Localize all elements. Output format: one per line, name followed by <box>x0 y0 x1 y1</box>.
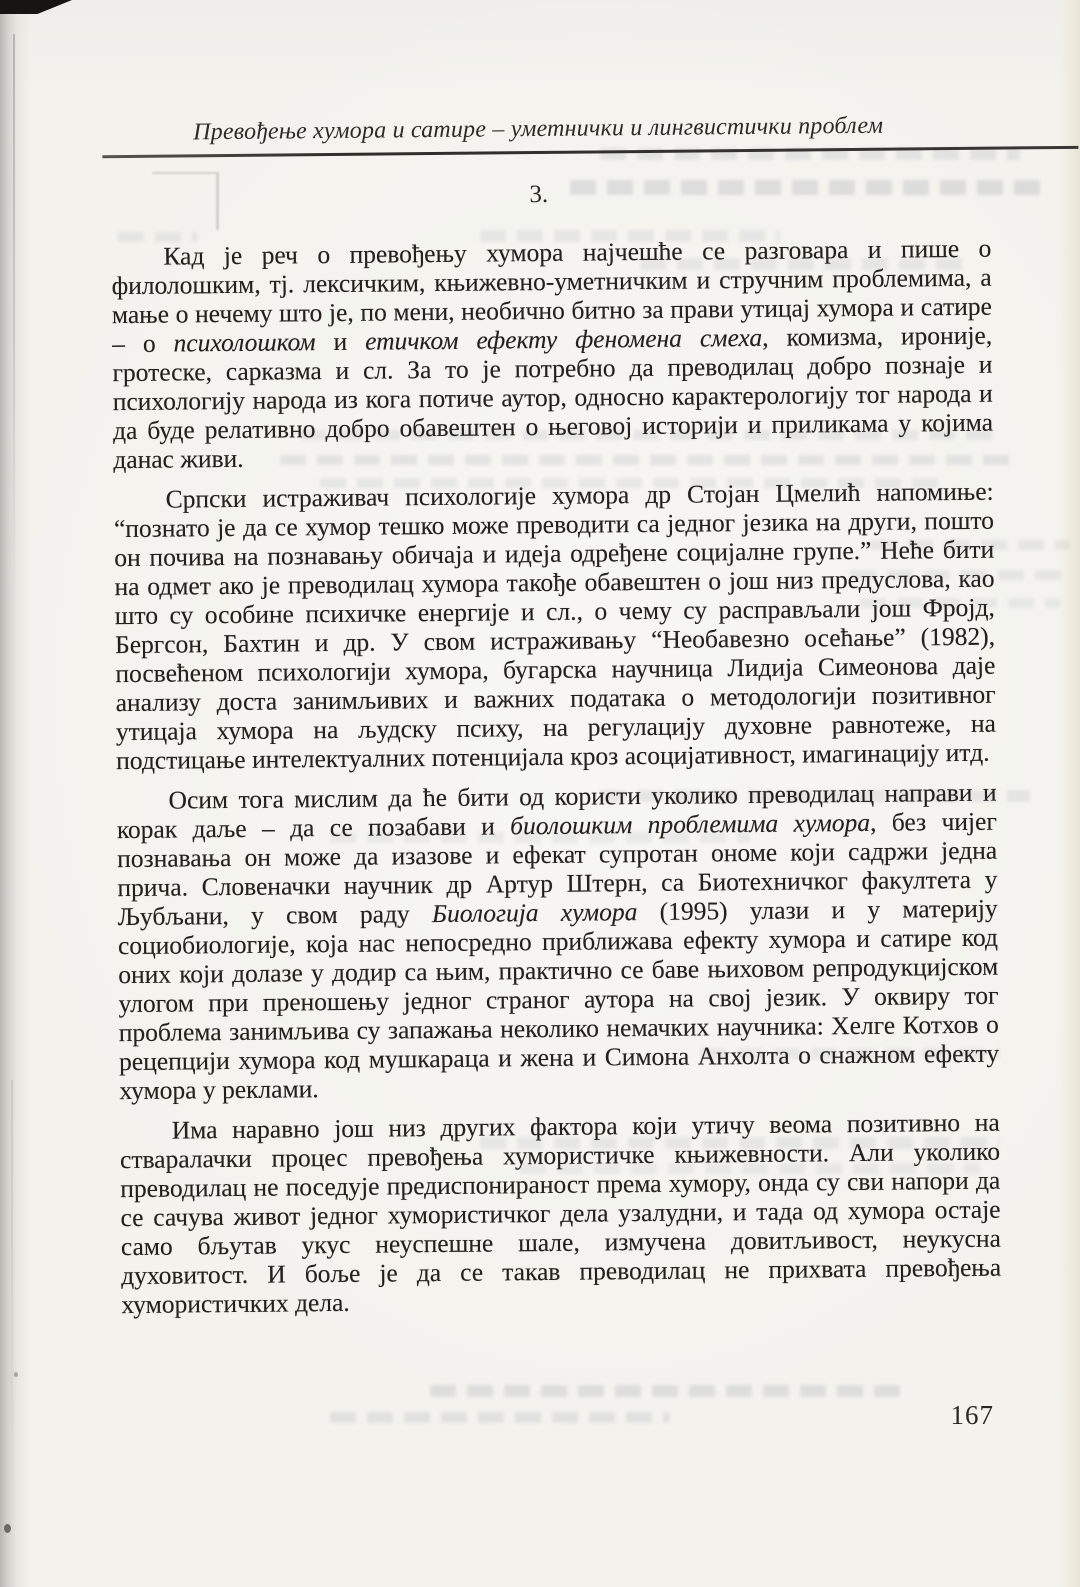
italic-phrase: етичком ефекту феномена смеха <box>365 322 763 356</box>
paragraph <box>111 234 993 474</box>
text-run: и <box>315 326 366 357</box>
text-run: Осим тога мислим да ће бити од користи уколико преводилац направи и корак даље – да се позабави и <box>116 777 997 845</box>
paragraph <box>116 778 999 1105</box>
scan-speck <box>14 1372 18 1377</box>
bleed-through-artifact <box>430 1385 900 1397</box>
text-run: , комизма, ироније, гротеске, сарказма и сл. За то је потребно да преводилац добро познаје и психологију народа из кога потиче аутор, односно карактерологију тог народа и да буде релативно добро обавештен о његовој историји и приликама у којима данас живи. <box>112 320 994 475</box>
italic-phrase: Биологија хумора <box>431 897 638 929</box>
text-run: Има наравно још низ других фактора који утичу веома позитивно на стваралачки процес превођења хумористичке књижевности. Али уколико преводилац не поседује предиспонираност према хумору, онда су сви напори да се сачува живот једног хумористичког дела узалудни, и тада од хумора остаје само бљутав укус неуспешне шале, измучена довитљивост, неукусна духовитост. И боље је да се такав преводилац не прихвата превођења хумористичких дела. <box>119 1107 1002 1320</box>
running-header-title: Превођење хумора и сатире – уметнички и лингвистички проблем <box>193 112 884 146</box>
paragraph <box>120 1108 1002 1319</box>
text-run: Кад је реч о превођењу хумора најчешће се разговара и пише о филолошким, тј. лексичким, књижевно-уметничким и стручним проблемима, а мање о нечему што је, по мени, необично битно за прави утицај хумора и сатире – о <box>111 233 993 359</box>
header-rule <box>102 146 1078 158</box>
italic-phrase: биолошким проблемима хумора <box>510 807 871 841</box>
bleed-through-artifact <box>330 1412 670 1423</box>
page-number: 167 <box>950 1400 994 1430</box>
section-number: 3. <box>529 180 549 209</box>
paragraph <box>114 477 997 775</box>
body-text <box>111 234 1001 1319</box>
scan-speck <box>4 1524 11 1533</box>
running-header <box>0 111 1078 148</box>
italic-phrase: психолошком <box>173 327 316 358</box>
text-run: (1995) улази и у материју социобиологије, која нас непосредно приближава ефекту хумора и сатире код оних који долазе у додир са њим, практично се баве њиховом репродукцијском улогом при преношењу једног страног аутора на свој језик. У оквиру тог проблема занимљива су запажања неколико немачких научника: Хелге Котхов о рецепцији хумора код мушкараца и жена и Симона Анхолта о снажном ефекту хумора у реклами. <box>117 893 1000 1106</box>
text-run: Српски истраживач психологије хумора др Стојан Цмелић напомиње: “познато је да се хумор тешко може преводити са једног језика на други, пошто он почива на познавању обичаја и идеја одређене социјалне групе.” Неће бити на одмет ако је преводилац хумора такође обавештен о још низ предуслова, као што су особине психичке енергије и сл., о чему су расправљали још Фројд, Бергсон, Бахтин и др. У свом истраживању “Необавезно осећање” (1982), посвећеном психологији хумора, бугарска научница Лидија Симеонова даје анализу доста занимљивих и важних података о методологији позитивног утицаја хумора на људску психу, на регулацију духовне равнотеже, на подстицање интелектуалних потенцијала кроз асоцијативност, имагинацију итд. <box>113 476 997 776</box>
text-run: , без чијег познавања он може да изазове и ефекат супротан ономе који садржи једна прича. Словеначки научник др Артур Штерн, са Биотехничког факултета у Љубљани, у свом раду <box>117 806 998 932</box>
